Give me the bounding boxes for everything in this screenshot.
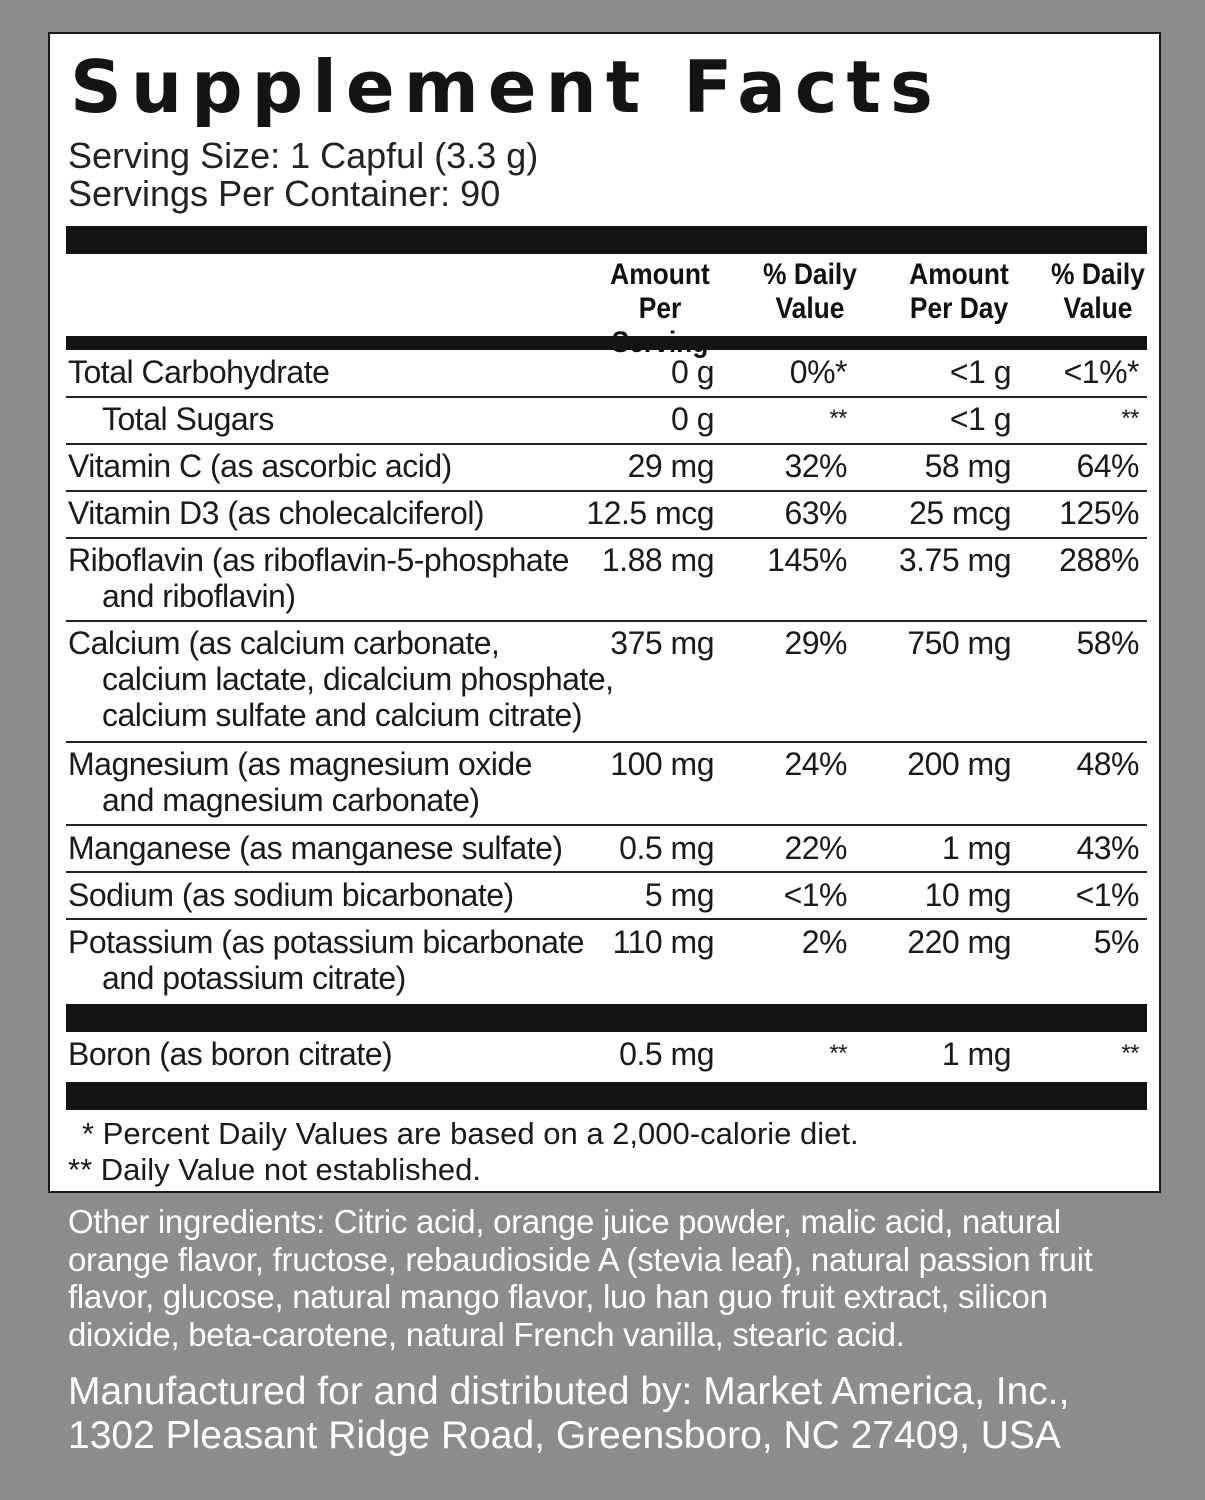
footnote-daily-values: * Percent Daily Values are based on a 2,000-calorie diet. bbox=[82, 1116, 859, 1151]
daily-value-serving: 63% bbox=[784, 495, 847, 531]
amount-per-serving: 0 g bbox=[671, 401, 714, 437]
row-divider bbox=[66, 620, 1147, 622]
amount-per-serving: 0.5 mg bbox=[619, 1036, 714, 1072]
amount-per-day: 200 mg bbox=[907, 746, 1011, 782]
daily-value-serving: <1% bbox=[783, 877, 847, 913]
daily-value-serving: 32% bbox=[784, 448, 847, 484]
amount-per-day: 1 mg bbox=[941, 830, 1011, 866]
amount-per-day: 1 mg bbox=[941, 1036, 1011, 1072]
nutrient-name: Total Sugars bbox=[102, 401, 274, 437]
other-ingredients: Other ingredients: Citric acid, orange juice powder, malic acid, natural orange flavor, fructose, rebaudioside A (stevia leaf), natural passion fruit flavor, glucose, natural mango flavor, luo han guo fruit extract, silicon dioxide, beta-carotene, natural French vanilla, stearic acid. bbox=[68, 1203, 1093, 1353]
nutrient-name: Vitamin D3 (as cholecalciferol) bbox=[68, 495, 485, 531]
col-amount-per-serving-header: Amount Per bbox=[610, 258, 710, 325]
row-divider bbox=[66, 741, 1147, 743]
amount-per-serving: 1.88 mg bbox=[601, 542, 714, 578]
row-divider bbox=[66, 871, 1147, 873]
serving-size: Serving Size: 1 Capful (3.3 g) bbox=[68, 135, 539, 176]
nutrient-name: Total Carbohydrate bbox=[68, 354, 330, 390]
daily-value-day: <1% bbox=[1075, 877, 1139, 913]
nutrient-name: Magnesium (as magnesium oxide and magnesium carbonate) bbox=[68, 746, 532, 818]
daily-value-serving: ** bbox=[829, 405, 847, 432]
nutrient-name: Vitamin C (as ascorbic acid) bbox=[68, 448, 452, 484]
col-amount-per-day-header: Amount Per Day bbox=[909, 258, 1009, 325]
nutrient-name: Sodium (as sodium bicarbonate) bbox=[68, 877, 514, 913]
daily-value-day: <1%* bbox=[1063, 354, 1139, 390]
daily-value-day: 288% bbox=[1059, 542, 1139, 578]
row-divider bbox=[66, 490, 1147, 492]
amount-per-serving: 29 mg bbox=[627, 448, 714, 484]
amount-per-serving: 100 mg bbox=[610, 746, 714, 782]
daily-value-day: 64% bbox=[1076, 448, 1139, 484]
panel-title: Supplement Facts bbox=[70, 45, 942, 129]
daily-value-serving: 145% bbox=[767, 542, 847, 578]
amount-per-serving: 12.5 mcg bbox=[586, 495, 714, 531]
thick-divider-middle bbox=[66, 1004, 1147, 1032]
row-divider bbox=[66, 824, 1147, 826]
servings-per-container: Servings Per Container: 90 bbox=[68, 173, 501, 214]
nutrient-name: Calcium (as calcium carbonate, calcium lactate, dicalcium phosphate, calcium sulfate and calcium citrate) bbox=[68, 625, 614, 733]
row-divider bbox=[66, 537, 1147, 539]
daily-value-serving: ** bbox=[829, 1040, 847, 1067]
thick-divider-top bbox=[66, 226, 1147, 254]
col-daily-value-1-header: % Daily Value bbox=[763, 258, 857, 325]
daily-value-day: ** bbox=[1121, 405, 1139, 432]
nutrient-name: Boron (as boron citrate) bbox=[68, 1036, 393, 1072]
amount-per-day: 3.75 mg bbox=[898, 542, 1011, 578]
footnote-not-established: ** Daily Value not established. bbox=[68, 1152, 482, 1187]
amount-per-serving: 375 mg bbox=[610, 625, 714, 661]
amount-per-serving: 110 mg bbox=[612, 924, 714, 960]
amount-per-day: <1 g bbox=[949, 401, 1011, 437]
amount-per-serving: 0.5 mg bbox=[619, 830, 714, 866]
daily-value-serving: 22% bbox=[784, 830, 847, 866]
daily-value-serving: 29% bbox=[784, 625, 847, 661]
amount-per-day: 58 mg bbox=[924, 448, 1011, 484]
daily-value-day: 48% bbox=[1076, 746, 1139, 782]
thick-divider-bottom bbox=[66, 1082, 1147, 1110]
amount-per-serving: 0 g bbox=[671, 354, 714, 390]
row-divider bbox=[66, 396, 1147, 398]
daily-value-serving: 2% bbox=[801, 924, 847, 960]
daily-value-day: ** bbox=[1121, 1040, 1139, 1067]
nutrient-name: Manganese (as manganese sulfate) bbox=[68, 830, 563, 866]
col-daily-value-2-header: % Daily Value bbox=[1051, 258, 1145, 325]
supplement-facts-panel bbox=[48, 32, 1161, 1193]
daily-value-serving: 0%* bbox=[789, 354, 847, 390]
daily-value-day: 5% bbox=[1093, 924, 1139, 960]
manufacturer-info: Manufactured for and distributed by: Market America, Inc., 1302 Pleasant Ridge Road, Greensboro, NC 27409, USA bbox=[68, 1370, 1070, 1457]
row-divider bbox=[66, 443, 1147, 445]
daily-value-day: 58% bbox=[1076, 625, 1139, 661]
daily-value-day: 43% bbox=[1076, 830, 1139, 866]
amount-per-day: 10 mg bbox=[924, 877, 1011, 913]
nutrient-name: Potassium (as potassium bicarbonate and potassium citrate) bbox=[68, 924, 585, 996]
amount-per-day: 750 mg bbox=[907, 625, 1011, 661]
daily-value-day: 125% bbox=[1059, 495, 1139, 531]
amount-per-day: <1 g bbox=[949, 354, 1011, 390]
nutrient-name: Riboflavin (as riboflavin-5-phosphate and riboflavin) bbox=[68, 542, 569, 614]
amount-per-day: 25 mcg bbox=[909, 495, 1011, 531]
amount-per-serving: 5 mg bbox=[644, 877, 714, 913]
daily-value-serving: 24% bbox=[784, 746, 847, 782]
amount-per-day: 220 mg bbox=[907, 924, 1011, 960]
thick-divider-header bbox=[66, 336, 1147, 350]
row-divider bbox=[66, 918, 1147, 920]
